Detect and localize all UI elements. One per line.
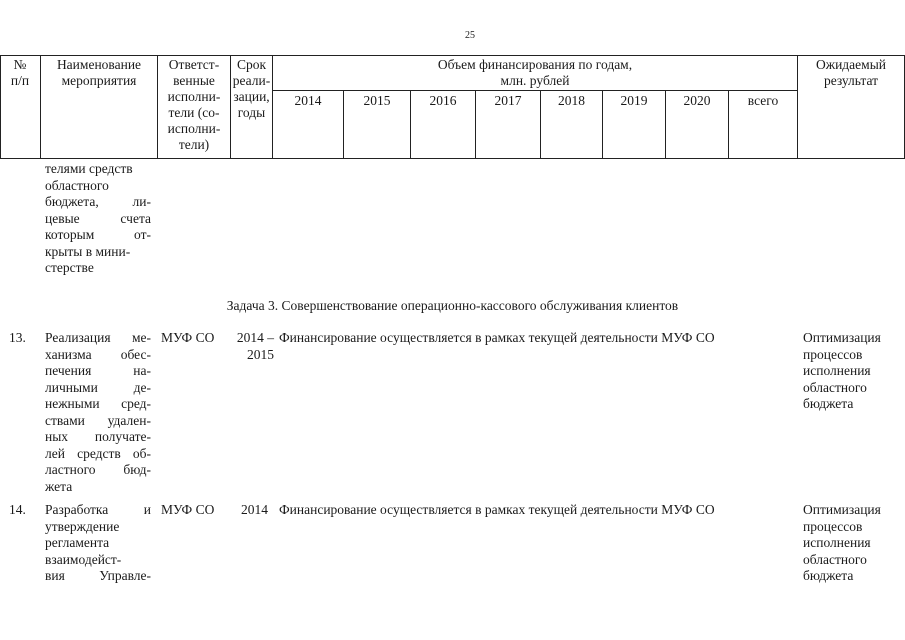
row-name: Реализация ме- ханизма обес- печения на- личными де- нежными сред- ствами удален- ных получате- лей средств об- ластного бюд- жета [45,330,151,494]
row-result: Оптимизация процессов исполнения областного бюджета [803,330,881,411]
row-responsible: МУФ СО [161,330,215,345]
header-responsible: Ответст- венные исполни- тели (со- исполни- тели) [167,57,221,152]
row-result: Оптимизация процессов исполнения областного бюджета [803,502,881,583]
row-funding: Финансирование осуществляется в рамках текущей деятельности МУФ СО [279,330,715,345]
header-term: Срок реали- зации, годы [232,57,271,120]
header-year-2018: 2018 [558,93,585,108]
row-funding: Финансирование осуществляется в рамках текущей деятельности МУФ СО [279,502,715,517]
row-name: Разработка и утверждение регламента взаимодейст- вия Управле- [45,502,151,583]
header-year-2014: 2014 [294,93,322,108]
row-term: 2014 – 2015 [236,330,274,362]
header-year-2019: 2019 [620,93,648,108]
header-funding-title: Объем финансирования по годам, млн. рублей [437,57,633,88]
header-year-2017: 2017 [494,93,522,108]
header-year-2015: 2015 [363,93,391,108]
page-number: 25 [465,30,475,41]
task-title: Задача 3. Совершенствование операционно-кассового обслуживания клиентов [226,298,679,313]
row-number: 13. [9,330,26,345]
header-year-2016: 2016 [429,93,457,108]
header-total: всего [747,93,779,108]
header-result: Ожидаемый результат [816,57,886,88]
row-number: 14. [9,502,26,517]
continuation-text: телями средств областного бюджета, ли- цевые счета которым от- крыты в мини- стерстве [45,161,151,275]
header-name: Наименование мероприятия [56,57,142,88]
header-year-2020: 2020 [683,93,711,108]
row-term: 2014 [241,502,268,517]
row-responsible: МУФ СО [161,502,215,517]
header-num: № п/п [10,57,30,88]
